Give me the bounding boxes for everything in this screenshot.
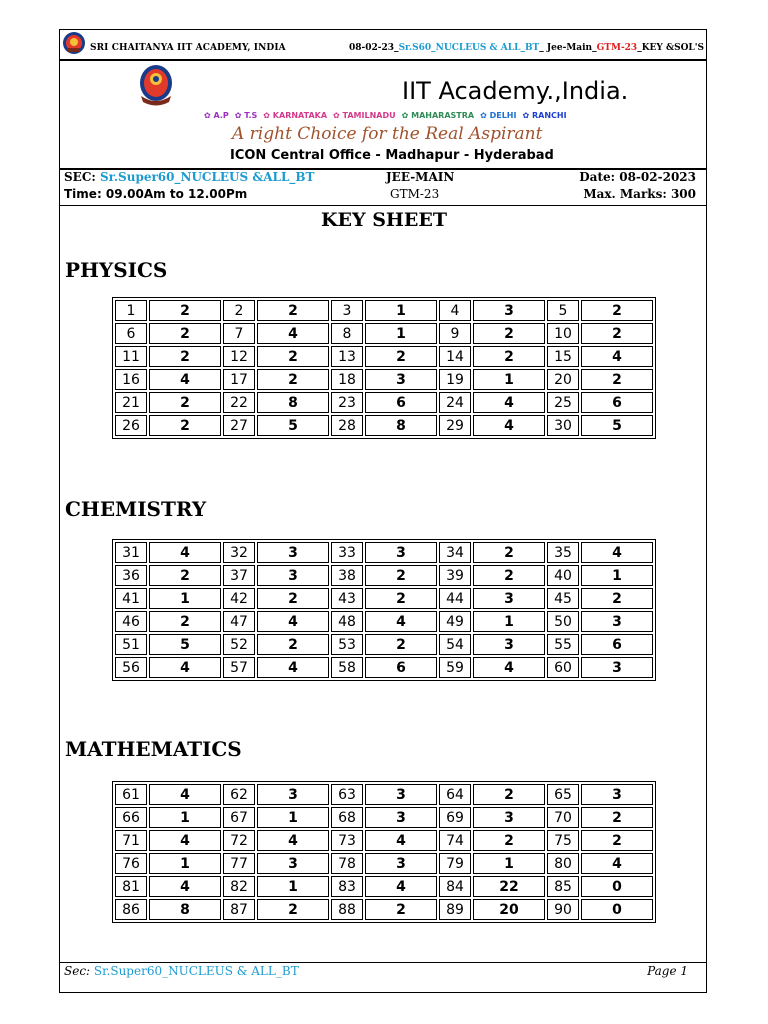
- table-row: [115, 346, 653, 367]
- table-row: [115, 542, 653, 563]
- central-office: ICON Central Office - Madhapur - Hyderabad: [230, 148, 554, 163]
- answer-key: 3: [365, 853, 437, 874]
- question-number: 71: [115, 830, 147, 851]
- table-row: [115, 807, 653, 828]
- answer-key: 2: [581, 300, 653, 321]
- chemistry-key-table: [112, 539, 656, 681]
- question-number: 46: [115, 611, 147, 632]
- answer-key: 6: [581, 634, 653, 655]
- answer-key: 3: [365, 542, 437, 563]
- table-row: [115, 565, 653, 586]
- answer-key: 2: [581, 323, 653, 344]
- answer-key: 3: [365, 369, 437, 390]
- answer-key: 1: [473, 853, 545, 874]
- question-number: 88: [331, 899, 363, 920]
- question-number: 62: [223, 784, 255, 805]
- question-number: 5: [547, 300, 579, 321]
- divider: [60, 205, 706, 206]
- state-label: RANCHI: [531, 111, 567, 120]
- question-number: 21: [115, 392, 147, 413]
- answer-key: 2: [473, 830, 545, 851]
- question-number: 82: [223, 876, 255, 897]
- answer-key: 2: [149, 611, 221, 632]
- answer-key: 3: [581, 611, 653, 632]
- question-number: 11: [115, 346, 147, 367]
- question-number: 59: [439, 657, 471, 678]
- question-number: 9: [439, 323, 471, 344]
- flower-icon: ✿: [263, 111, 273, 120]
- answer-key: 2: [581, 807, 653, 828]
- answer-key: 4: [365, 830, 437, 851]
- question-number: 87: [223, 899, 255, 920]
- answer-key: 4: [257, 657, 329, 678]
- state-label: TAMILNADU: [342, 111, 396, 120]
- answer-key: 3: [257, 565, 329, 586]
- answer-key: 2: [365, 346, 437, 367]
- answer-key: 5: [581, 415, 653, 436]
- answer-key: 5: [149, 634, 221, 655]
- state-item: [235, 111, 258, 120]
- question-number: 22: [223, 392, 255, 413]
- answer-key: 20: [473, 899, 545, 920]
- state-label: DELHI: [489, 111, 517, 120]
- table-row: [115, 853, 653, 874]
- question-number: 38: [331, 565, 363, 586]
- question-number: 55: [547, 634, 579, 655]
- state-label: A.P: [213, 111, 229, 120]
- answer-key: 1: [365, 323, 437, 344]
- answer-key: 2: [581, 369, 653, 390]
- answer-key: 4: [149, 876, 221, 897]
- document-reference: [349, 43, 704, 53]
- question-number: 6: [115, 323, 147, 344]
- org-name: SRI CHAITANYA IIT ACADEMY, INDIA: [90, 43, 286, 53]
- question-number: 58: [331, 657, 363, 678]
- physics-key-table: [112, 297, 656, 439]
- ref-test: GTM-23: [596, 43, 638, 53]
- state-item: [333, 111, 396, 120]
- question-number: 56: [115, 657, 147, 678]
- sec-label: SEC:: [64, 170, 96, 184]
- question-number: 30: [547, 415, 579, 436]
- table-row: [115, 634, 653, 655]
- max-marks: Max. Marks: 300: [583, 187, 696, 201]
- question-number: 10: [547, 323, 579, 344]
- question-number: 68: [331, 807, 363, 828]
- table-row: [115, 369, 653, 390]
- table-row: [115, 657, 653, 678]
- question-number: 24: [439, 392, 471, 413]
- question-number: 1: [115, 300, 147, 321]
- footer-section: [64, 964, 299, 978]
- answer-key: 4: [257, 830, 329, 851]
- flower-icon: ✿: [234, 111, 245, 120]
- question-number: 80: [547, 853, 579, 874]
- answer-key: 6: [581, 392, 653, 413]
- answer-key: 2: [149, 415, 221, 436]
- question-number: 40: [547, 565, 579, 586]
- flower-icon: ✿: [401, 111, 412, 120]
- answer-key: 4: [149, 369, 221, 390]
- answer-key: 2: [365, 634, 437, 655]
- answer-key: 1: [149, 807, 221, 828]
- question-number: 14: [439, 346, 471, 367]
- answer-key: 3: [257, 784, 329, 805]
- academy-logo-small: [62, 31, 86, 55]
- table-row: [115, 876, 653, 897]
- answer-key: 2: [473, 346, 545, 367]
- answer-key: 2: [257, 369, 329, 390]
- question-number: 86: [115, 899, 147, 920]
- answer-key: 2: [257, 899, 329, 920]
- table-row: [115, 784, 653, 805]
- question-number: 83: [331, 876, 363, 897]
- state-label: KARNATAKA: [272, 111, 328, 120]
- question-number: 28: [331, 415, 363, 436]
- answer-key: 2: [365, 588, 437, 609]
- answer-key: 1: [365, 300, 437, 321]
- question-number: 18: [331, 369, 363, 390]
- question-number: 73: [331, 830, 363, 851]
- answer-key: 6: [365, 657, 437, 678]
- test-name: GTM-23: [390, 187, 440, 201]
- sec-value: Sr.Super60_NUCLEUS &ALL_BT: [99, 170, 315, 184]
- state-item: [522, 111, 566, 120]
- state-label: T.S: [244, 111, 258, 120]
- question-number: 90: [547, 899, 579, 920]
- question-number: 64: [439, 784, 471, 805]
- question-number: 53: [331, 634, 363, 655]
- question-number: 32: [223, 542, 255, 563]
- question-number: 67: [223, 807, 255, 828]
- question-number: 27: [223, 415, 255, 436]
- question-number: 49: [439, 611, 471, 632]
- flower-icon: ✿: [480, 111, 490, 120]
- question-number: 89: [439, 899, 471, 920]
- answer-key: 1: [149, 588, 221, 609]
- answer-key: 3: [473, 588, 545, 609]
- flower-icon: ✿: [333, 111, 343, 120]
- answer-key: 1: [257, 807, 329, 828]
- academy-title: IIT Academy.,India.: [402, 77, 629, 105]
- question-number: 45: [547, 588, 579, 609]
- question-number: 44: [439, 588, 471, 609]
- question-number: 50: [547, 611, 579, 632]
- answer-key: 3: [581, 657, 653, 678]
- answer-key: 2: [257, 588, 329, 609]
- state-item: [480, 111, 516, 120]
- answer-key: 2: [473, 323, 545, 344]
- state-item: [402, 111, 474, 120]
- answer-key: 3: [257, 542, 329, 563]
- answer-key: 4: [581, 542, 653, 563]
- question-number: 60: [547, 657, 579, 678]
- question-number: 51: [115, 634, 147, 655]
- question-number: 61: [115, 784, 147, 805]
- question-number: 78: [331, 853, 363, 874]
- question-number: 69: [439, 807, 471, 828]
- state-list: [204, 111, 573, 120]
- page-number: Page 1: [647, 964, 688, 978]
- answer-key: 2: [257, 300, 329, 321]
- question-number: 85: [547, 876, 579, 897]
- exam-name: JEE-MAIN: [386, 170, 455, 184]
- question-number: 66: [115, 807, 147, 828]
- question-number: 39: [439, 565, 471, 586]
- question-number: 3: [331, 300, 363, 321]
- question-number: 33: [331, 542, 363, 563]
- section-info: [64, 170, 314, 184]
- answer-key: 4: [257, 611, 329, 632]
- mathematics-key-table: [112, 781, 656, 923]
- answer-key: 8: [257, 392, 329, 413]
- page-title: KEY SHEET: [321, 209, 447, 231]
- answer-key: 1: [257, 876, 329, 897]
- table-row: [115, 392, 653, 413]
- answer-key: 1: [581, 565, 653, 586]
- question-number: 17: [223, 369, 255, 390]
- question-number: 74: [439, 830, 471, 851]
- footer-sec-value: Sr.Super60_NUCLEUS & ALL_BT: [93, 964, 299, 978]
- question-number: 47: [223, 611, 255, 632]
- answer-key: 4: [149, 830, 221, 851]
- question-number: 12: [223, 346, 255, 367]
- answer-key: 8: [365, 415, 437, 436]
- question-number: 16: [115, 369, 147, 390]
- answer-key: 4: [581, 346, 653, 367]
- question-number: 4: [439, 300, 471, 321]
- answer-key: 4: [149, 542, 221, 563]
- question-number: 63: [331, 784, 363, 805]
- answer-key: 8: [149, 899, 221, 920]
- question-number: 26: [115, 415, 147, 436]
- answer-key: 1: [149, 853, 221, 874]
- answer-key: 4: [365, 611, 437, 632]
- answer-key: 2: [149, 323, 221, 344]
- question-number: 23: [331, 392, 363, 413]
- answer-key: 4: [473, 415, 545, 436]
- footer-divider: [60, 962, 706, 963]
- answer-key: 3: [581, 784, 653, 805]
- state-label: MAHARASTRA: [411, 111, 475, 120]
- answer-key: 3: [473, 807, 545, 828]
- question-number: 20: [547, 369, 579, 390]
- tagline: A right Choice for the Real Aspirant: [232, 124, 543, 144]
- question-number: 77: [223, 853, 255, 874]
- answer-key: 2: [473, 542, 545, 563]
- question-number: 81: [115, 876, 147, 897]
- answer-key: 2: [149, 565, 221, 586]
- ref-exam: _ Jee-Main_: [539, 43, 597, 53]
- answer-key: 4: [365, 876, 437, 897]
- academy-logo: [133, 62, 179, 108]
- question-number: 37: [223, 565, 255, 586]
- question-number: 75: [547, 830, 579, 851]
- answer-key: 3: [365, 807, 437, 828]
- exam-date: Date: 08-02-2023: [579, 170, 696, 184]
- question-number: 52: [223, 634, 255, 655]
- question-number: 54: [439, 634, 471, 655]
- answer-key: 2: [581, 588, 653, 609]
- table-row: [115, 899, 653, 920]
- flower-icon: ✿: [522, 111, 532, 120]
- answer-key: 22: [473, 876, 545, 897]
- question-number: 25: [547, 392, 579, 413]
- footer-sec-label: Sec:: [64, 964, 94, 978]
- answer-key: 1: [473, 611, 545, 632]
- answer-key: 4: [473, 392, 545, 413]
- exam-time: Time: 09.00Am to 12.00Pm: [64, 187, 248, 201]
- table-row: [115, 830, 653, 851]
- state-item: [263, 111, 327, 120]
- question-number: 35: [547, 542, 579, 563]
- question-number: 79: [439, 853, 471, 874]
- answer-key: 0: [581, 876, 653, 897]
- ref-date: 08-02-23_: [349, 43, 399, 53]
- question-number: 36: [115, 565, 147, 586]
- table-row: [115, 300, 653, 321]
- answer-key: 6: [365, 392, 437, 413]
- answer-key: 4: [149, 657, 221, 678]
- question-number: 57: [223, 657, 255, 678]
- table-row: [115, 323, 653, 344]
- answer-key: 2: [149, 300, 221, 321]
- answer-key: 2: [149, 346, 221, 367]
- answer-key: 2: [473, 784, 545, 805]
- question-number: 84: [439, 876, 471, 897]
- answer-key: 2: [365, 565, 437, 586]
- table-row: [115, 588, 653, 609]
- answer-key: 2: [257, 634, 329, 655]
- answer-key: 2: [473, 565, 545, 586]
- answer-key: 2: [257, 346, 329, 367]
- answer-key: 2: [149, 392, 221, 413]
- section-heading-chemistry: CHEMISTRY: [65, 497, 207, 521]
- section-heading-mathematics: MATHEMATICS: [65, 737, 242, 761]
- table-row: [115, 415, 653, 436]
- question-number: 70: [547, 807, 579, 828]
- ref-section: Sr.S60_NUCLEUS & ALL_BT: [398, 43, 540, 53]
- question-number: 48: [331, 611, 363, 632]
- question-number: 43: [331, 588, 363, 609]
- question-number: 7: [223, 323, 255, 344]
- flower-icon: ✿: [204, 111, 214, 120]
- answer-key: 2: [581, 830, 653, 851]
- answer-key: 4: [581, 853, 653, 874]
- question-number: 13: [331, 346, 363, 367]
- question-number: 41: [115, 588, 147, 609]
- answer-key: 4: [149, 784, 221, 805]
- table-row: [115, 611, 653, 632]
- section-heading-physics: PHYSICS: [65, 258, 168, 282]
- answer-key: 3: [365, 784, 437, 805]
- ref-tail: _KEY &SOL'S: [637, 43, 704, 53]
- question-number: 31: [115, 542, 147, 563]
- question-number: 34: [439, 542, 471, 563]
- answer-key: 0: [581, 899, 653, 920]
- question-number: 8: [331, 323, 363, 344]
- answer-key: 2: [365, 899, 437, 920]
- state-item: [204, 111, 229, 120]
- question-number: 72: [223, 830, 255, 851]
- answer-key: 5: [257, 415, 329, 436]
- question-number: 42: [223, 588, 255, 609]
- answer-key: 4: [473, 657, 545, 678]
- question-number: 19: [439, 369, 471, 390]
- question-number: 2: [223, 300, 255, 321]
- question-number: 15: [547, 346, 579, 367]
- answer-key: 3: [257, 853, 329, 874]
- question-number: 29: [439, 415, 471, 436]
- answer-key: 3: [473, 634, 545, 655]
- answer-key: 4: [257, 323, 329, 344]
- answer-key: 1: [473, 369, 545, 390]
- answer-key: 3: [473, 300, 545, 321]
- question-number: 76: [115, 853, 147, 874]
- question-number: 65: [547, 784, 579, 805]
